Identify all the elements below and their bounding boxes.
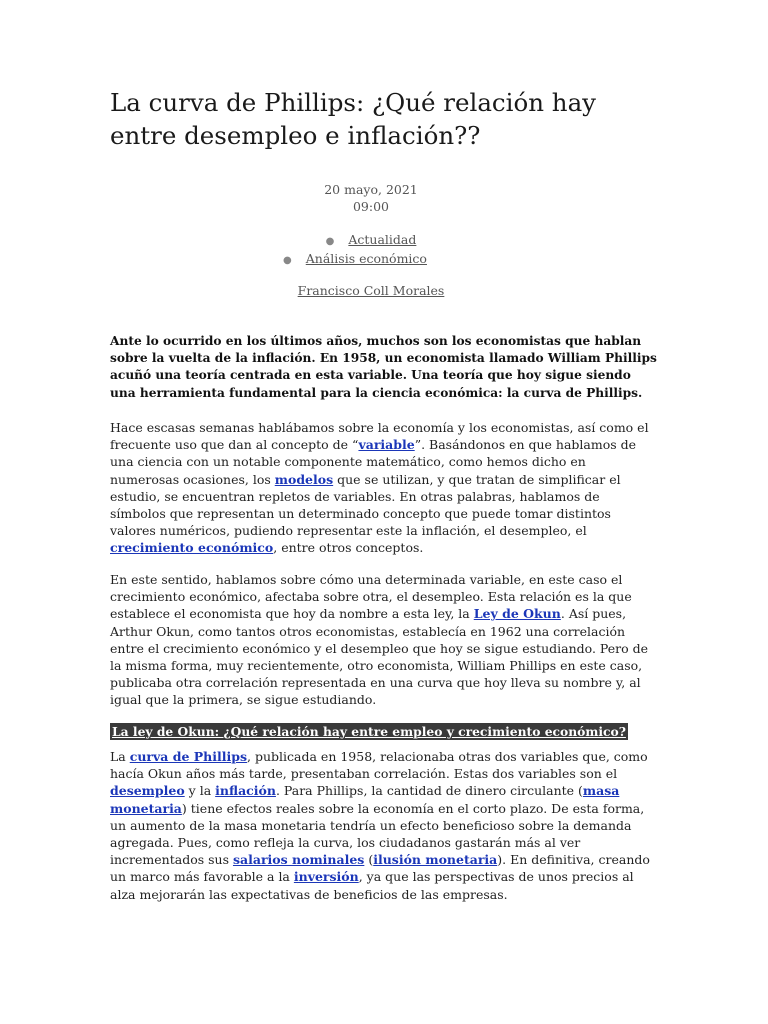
link-crecimiento-economico[interactable]: crecimiento económico <box>110 540 274 556</box>
related-article-link[interactable]: La ley de Okun: ¿Qué relación hay entre empleo y crecimiento económico? <box>112 724 626 739</box>
paragraph-phillips <box>110 748 658 903</box>
text-run: que se utilizan, y que tratan de simplificar el estudio, se encuentran repletos de variables. En otras palabras, hablamos de símbolos que representan un determinado concepto que puede tomar distintos valores numéricos, pudiendo representar este la inflación, el desempleo, el <box>110 471 621 539</box>
text-run: , entre otros conceptos. <box>273 540 424 556</box>
category-item-actualidad[interactable] <box>0 231 742 250</box>
link-modelos[interactable]: modelos <box>274 471 334 487</box>
article-lead: Ante lo ocurrido en los últimos años, muchos son los economistas que hablan sobre la vuelta de la inflación. En 1958, un economista llamado William Phillips acuñó una teoría centrada en esta variable. Una teoría que hoy sigue siendo una herramienta fundamental para la ciencia económica: la curva de Phillips. <box>110 334 657 400</box>
text-run: . Para Phillips, la cantidad de dinero circulante ( <box>275 783 583 799</box>
link-inflacion[interactable]: inflación <box>215 783 276 799</box>
category-link[interactable]: Actualidad <box>348 232 417 247</box>
publish-date-text: 20 mayo, 2021 <box>324 182 418 197</box>
link-curva-de-phillips[interactable]: curva de Phillips <box>129 749 248 764</box>
paragraph-variables <box>110 419 658 557</box>
publish-date <box>0 181 742 215</box>
text-run: ”. Basándonos en que hablamos de una ciencia con un notable componente matemático, como hemos dicho en numerosas ocasiones, los <box>110 437 637 487</box>
text-run: , publicada en 1958, relacionaba otras dos variables que, como hacía Okun años más tarde, presentaban correlación. Estas dos variables son el <box>110 749 648 782</box>
link-inversion[interactable]: inversión <box>293 869 359 885</box>
text-run: Hace escasas semanas hablábamos sobre la economía y los economistas, así como el frecuente uso que dan al concepto de “ <box>110 420 649 453</box>
text-run: . Así pues, Arthur Okun, como tantos otros economistas, establecía en 1962 una correlación entre el crecimiento económico y el desempleo que hoy se sigue estudiando. Pero de la misma forma, muy recientemente, otro economista, William Phillips en este caso, publicaba otra correlación representada en una curva que hoy lleva su nombre y, al igual que la primera, se sigue estudiando. <box>110 606 649 708</box>
publish-time-text: 09:00 <box>352 199 390 214</box>
article-title: La curva de Phillips: ¿Qué relación hay entre desempleo e inflación?? <box>110 88 597 150</box>
category-list <box>0 231 742 269</box>
bullet-icon: ● <box>325 236 335 247</box>
author-byline <box>0 282 742 299</box>
author-link[interactable]: Francisco Coll Morales <box>297 283 445 298</box>
link-salarios-nominales[interactable]: salarios nominales <box>232 852 365 868</box>
text-run: ( <box>364 852 374 868</box>
bullet-icon: ● <box>283 255 292 266</box>
text-run: , ya que las perspectivas de unos precios al alza mejorarán las expectativas de beneficios de las empresas. <box>110 869 634 902</box>
link-desempleo[interactable]: desempleo <box>110 783 185 799</box>
category-link[interactable]: Análisis económico <box>305 251 427 266</box>
text-run: En este sentido, hablamos sobre cómo una determinada variable, en este caso el crecimiento económico, afectaba sobre otra, el desempleo. Esta relación es la que establece el economista que hoy da nombre a esta ley, la <box>110 572 632 622</box>
text-run: ). En definitiva, creando un marco más favorable a la <box>110 852 650 885</box>
link-ilusion-monetaria[interactable]: ilusión monetaria <box>373 852 498 868</box>
link-masa-monetaria[interactable]: masa monetaria <box>110 783 620 816</box>
link-ley-de-okun[interactable]: Ley de Okun <box>473 606 561 622</box>
paragraph-okun <box>110 571 658 709</box>
text-run: ) tiene efectos reales sobre la economía en el corto plazo. De esta forma, un aumento de la masa monetaria tendría un efecto beneficioso sobre la demanda agregada. Pues, como refleja la curva, los ciudadanos gastarán más al ver incrementados sus <box>110 800 645 868</box>
link-variable[interactable]: variable <box>358 437 415 453</box>
category-item-analisis[interactable] <box>0 250 726 269</box>
text-run: La <box>110 749 130 764</box>
text-run: y la <box>184 783 216 799</box>
